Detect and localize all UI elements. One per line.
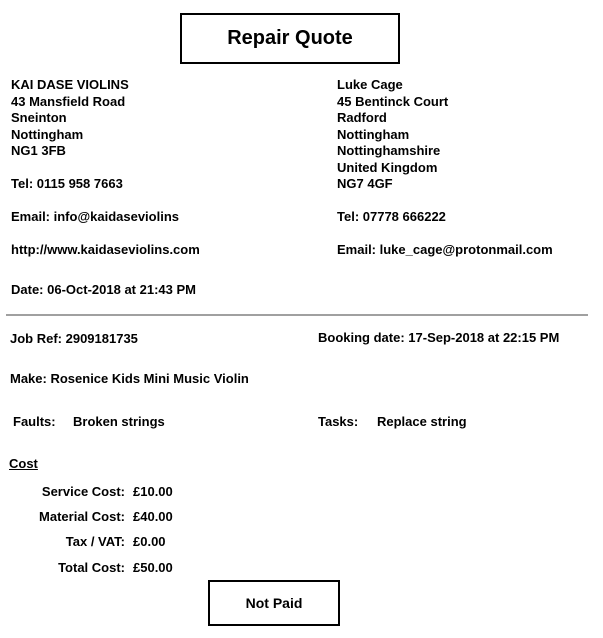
shop-postcode: NG1 3FB: [11, 143, 66, 158]
job-ref: Job Ref: 2909181735: [10, 331, 138, 346]
material-cost-label: Material Cost:: [39, 509, 125, 524]
customer-city: Nottingham: [337, 126, 410, 142]
customer-country: United Kingdom: [337, 159, 438, 175]
customer-street: 45 Bentinck Court: [337, 93, 449, 109]
tasks-value: Replace string: [377, 414, 467, 429]
material-cost-value: £40.00: [133, 509, 173, 524]
customer-postcode: NG7 4GF: [337, 176, 393, 191]
quote-date: Date: 06-Oct-2018 at 21:43 PM: [11, 282, 196, 297]
tax-value: £0.00: [133, 534, 166, 549]
shop-district: Sneinton: [11, 110, 67, 125]
faults-label: Faults:: [13, 414, 56, 429]
shop-tel: Tel: 0115 958 7663: [11, 176, 123, 191]
shop-email: Email: info@kaidaseviolins: [11, 209, 180, 224]
section-divider: [6, 314, 588, 316]
customer-email: Email: luke_cage@protonmail.com: [337, 242, 553, 257]
total-cost-value: £50.00: [133, 560, 173, 575]
page-title: Repair Quote: [180, 13, 400, 64]
cost-heading: Cost: [9, 456, 38, 471]
faults-value: Broken strings: [73, 414, 165, 429]
customer-district: Radford: [337, 110, 387, 125]
tax-label: Tax / VAT:: [65, 534, 125, 549]
shop-address: [11, 77, 129, 160]
payment-status-badge: Not Paid: [208, 580, 340, 626]
service-cost-value: £10.00: [133, 484, 173, 499]
booking-date: Booking date: 17-Sep-2018 at 22:15 PM: [318, 330, 560, 345]
customer-county: Nottinghamshire: [337, 143, 441, 158]
customer-address: [337, 77, 448, 193]
job-make: Make: Rosenice Kids Mini Music Violin: [10, 371, 249, 386]
shop-city: Nottingham: [11, 126, 84, 142]
tasks-label: Tasks:: [318, 414, 359, 429]
service-cost-label: Service Cost:: [41, 484, 125, 499]
customer-name: Luke Cage: [337, 77, 403, 92]
shop-website: http://www.kaidaseviolins.com: [11, 242, 200, 257]
total-cost-label: Total Cost:: [58, 560, 125, 575]
customer-tel: Tel: 07778 666222: [337, 209, 446, 224]
shop-name: KAI DASE VIOLINS: [11, 77, 129, 92]
shop-street: 43 Mansfield Road: [11, 93, 126, 109]
